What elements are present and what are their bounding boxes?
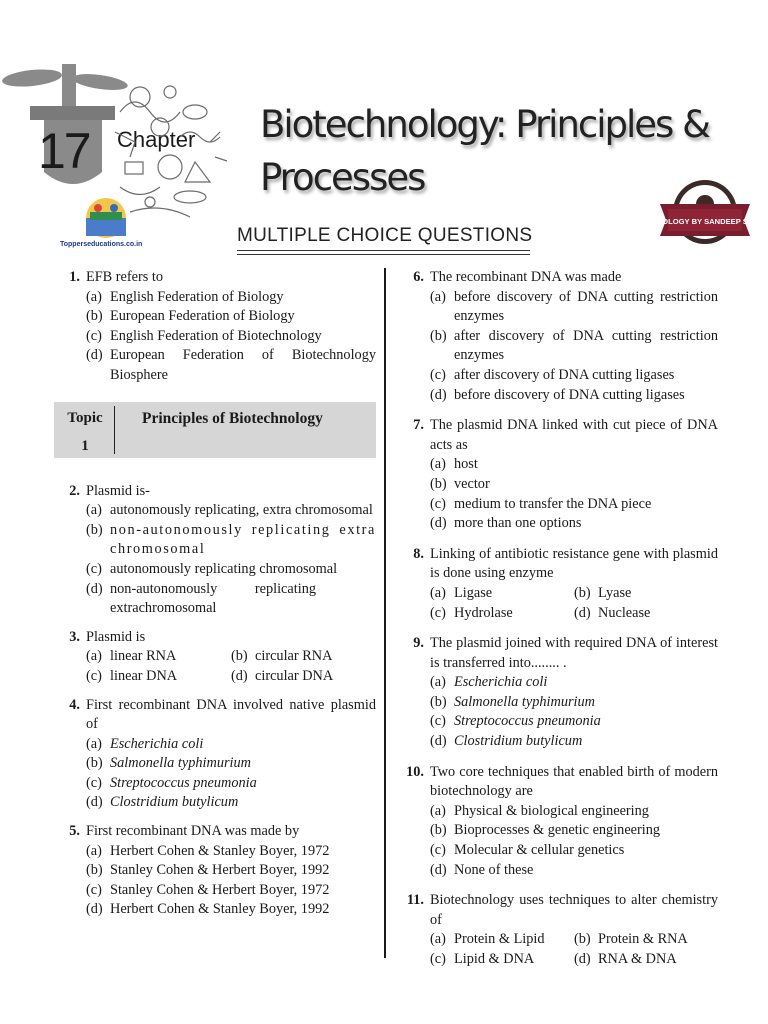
question-2: [56, 482, 376, 619]
option-c: (c) after discovery of DNA cutting ligases: [430, 366, 675, 383]
option-d: (d) Nuclease: [574, 604, 651, 621]
option-d: (d) circular DNA: [231, 667, 334, 684]
option-a: (a) host: [430, 456, 478, 473]
question-text: First recombinant DNA involved native plasmid of: [86, 696, 376, 733]
option-a: (a) English Federation of Biology: [86, 288, 284, 305]
chapter-number: 17: [38, 123, 90, 179]
option-c: (c) medium to transfer the DNA piece: [430, 495, 652, 512]
option-d: (d) more than one options: [430, 515, 582, 532]
option-c: (c) Lipid & DNA: [430, 951, 535, 967]
topic-divider: [114, 406, 115, 454]
question-number: 10.: [406, 763, 424, 780]
option-b: (b) after discovery of DNA cutting restriction enzymes: [430, 327, 718, 364]
question-text: Plasmid is: [86, 628, 146, 645]
option-c: (c) linear DNA: [86, 667, 178, 684]
option-c: (c) Streptococcus pneumonia: [430, 713, 601, 730]
option-b: (b) non-autonomously replicating extra chromosomal: [86, 521, 376, 558]
option-a: (a) Escherichia coli: [430, 674, 548, 691]
question-text: Biotechnology uses techniques to alter chemistry of: [430, 892, 718, 928]
option-d: (d) RNA & DNA: [574, 951, 677, 967]
option-b: (b) Bioprocesses & genetic engineering: [430, 822, 661, 839]
topic-label: Topic 1: [67, 409, 103, 454]
badge-text: BIOLOGY BY SANDEEP SIR: [654, 217, 756, 226]
question-text: Plasmid is-: [86, 482, 150, 499]
heading-underline: [237, 250, 530, 251]
option-d: (d) Herbert Cohen & Stanley Boyer, 1992: [86, 901, 330, 918]
option-a: (a) Herbert Cohen & Stanley Boyer, 1972: [86, 842, 330, 859]
option-c: (c) Molecular & cellular genetics: [430, 842, 625, 859]
option-a: (a) autonomously replicating, extra chromosomal: [86, 502, 373, 519]
left-column: [56, 268, 376, 929]
chapter-label: Chapter: [117, 127, 196, 152]
option-a: (a) Ligase: [430, 584, 493, 601]
option-b: (b) Lyase: [574, 584, 632, 601]
column-divider: [384, 268, 386, 958]
option-a: (a) linear RNA: [86, 648, 177, 665]
option-d: (d) None of these: [430, 861, 534, 878]
option-c: (c) English Federation of Biotechnology: [86, 327, 322, 344]
question-7: [400, 416, 718, 534]
option-d: (d) non-autonomously replicating extrachromosomal: [86, 580, 316, 617]
question-text: The plasmid joined with required DNA of interest is transferred into........ .: [430, 635, 718, 671]
topic-box: [54, 402, 376, 458]
question-text: Linking of antibiotic resistance gene with plasmid is done using enzyme: [430, 545, 718, 582]
site-name: Topperseducations.co.in: [60, 241, 143, 248]
option-a: (a) Protein & Lipid: [430, 931, 545, 948]
question-number: 8.: [413, 545, 424, 562]
option-a: (a) Escherichia coli: [86, 735, 204, 752]
option-c: (c) Streptococcus pneumonia: [86, 774, 257, 791]
section-heading: MULTIPLE CHOICE QUESTIONS: [237, 225, 533, 246]
question-number: 5.: [69, 823, 80, 840]
option-c: (c) Stanley Cohen & Herbert Boyer, 1972: [86, 881, 330, 898]
option-a: (a) before discovery of DNA cutting restriction enzymes: [430, 288, 718, 325]
option-b: (b) Salmonella typhimurium: [430, 693, 595, 710]
question-9: [400, 634, 718, 752]
question-text: Two core techniques that enabled birth of modern biotechnology are: [430, 763, 718, 800]
question-5: [56, 822, 376, 920]
question-text: The recombinant DNA was made: [430, 269, 622, 285]
option-b: (b) circular RNA: [231, 648, 333, 665]
right-column: [400, 268, 718, 981]
question-1: [56, 268, 376, 386]
option-b: (b) Salmonella typhimurium: [86, 755, 251, 772]
question-4: [56, 696, 376, 814]
heading-underline: [237, 254, 530, 255]
question-3: [56, 628, 376, 687]
question-text: The plasmid DNA linked with cut piece of DNA acts as: [430, 417, 718, 453]
question-number: 2.: [69, 482, 80, 499]
question-10: [400, 763, 718, 881]
question-number: 6.: [413, 269, 424, 285]
question-number: 1.: [69, 269, 80, 285]
option-b: (b) European Federation of Biology: [86, 308, 295, 325]
option-d: (d) before discovery of DNA cutting ligases: [430, 386, 685, 403]
title-line-2: Processes: [260, 156, 425, 199]
option-b: (b) Protein & RNA: [574, 931, 688, 948]
question-text: First recombinant DNA was made by: [86, 823, 300, 840]
question-number: 7.: [413, 417, 424, 434]
question-11: [400, 891, 718, 969]
option-d: (d) Clostridium butylicum: [86, 794, 239, 811]
option-c: (c) autonomously replicating chromosomal: [86, 560, 338, 577]
question-8: [400, 545, 718, 623]
option-d: (d) European Federation of Biotechnology Biosphere: [86, 347, 376, 383]
biology-by-sandeep-sir-badge: [654, 178, 756, 248]
question-number: 9.: [413, 635, 424, 652]
question-text: EFB refers to: [86, 269, 164, 285]
option-d: (d) Clostridium butylicum: [430, 733, 583, 750]
question-number: 3.: [69, 628, 80, 645]
chapter-header: [0, 0, 768, 265]
question-number: 11.: [406, 892, 424, 909]
option-b: (b) vector: [430, 475, 490, 492]
topic-title: Principles of Biotechnology: [142, 409, 323, 427]
title-line-1: Biotechnology: Principles &: [260, 103, 709, 146]
option-b: (b) Stanley Cohen & Herbert Boyer, 1992: [86, 862, 330, 879]
question-number: 4.: [69, 696, 80, 713]
option-c: (c) Hydrolase: [430, 604, 513, 621]
question-6: [400, 268, 718, 405]
page-title: [260, 98, 709, 204]
option-a: (a) Physical & biological engineering: [430, 802, 649, 819]
